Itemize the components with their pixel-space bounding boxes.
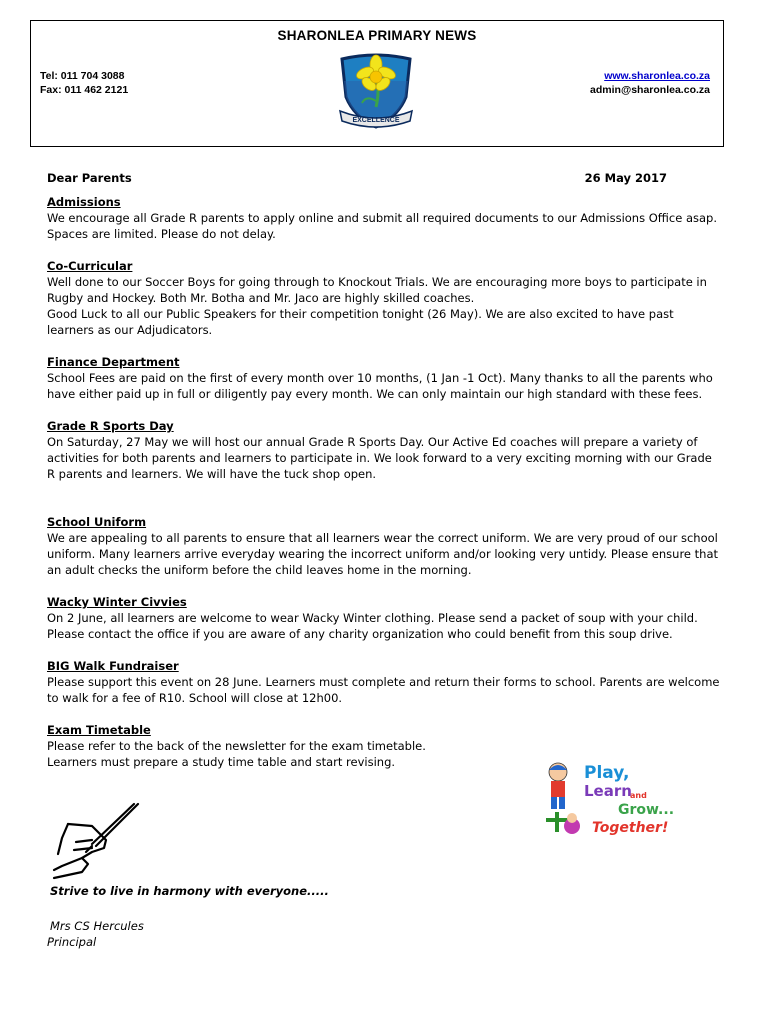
letter-body	[47, 170, 727, 786]
section-admissions	[47, 194, 727, 242]
section-line: R parents and learners. We will have the tuck shop open.	[47, 467, 377, 481]
section-heading: Admissions	[47, 195, 121, 209]
logo-word-learn: Learn	[584, 782, 632, 800]
section-heading: Grade R Sports Day	[47, 419, 174, 433]
section-big-walk	[47, 658, 727, 706]
section-line: Spaces are limited. Please do not delay.	[47, 227, 276, 241]
logo-word-and: and	[630, 791, 647, 800]
section-sports-day	[47, 418, 727, 482]
letter-date: 26 May 2017	[584, 171, 667, 185]
principal-title: Principal	[47, 935, 97, 949]
section-wacky-winter	[47, 594, 727, 642]
newsletter-title: SHARONLEA PRIMARY NEWS	[277, 28, 477, 43]
section-line: Good Luck to all our Public Speakers for their competition tonight (26 May). We are also excited to have past	[47, 307, 674, 321]
tel-number: Tel: 011 704 3088	[40, 70, 125, 82]
section-line: We encourage all Grade R parents to apply online and submit all required documents to our Admissions Office asap.	[47, 211, 717, 225]
section-line: an adult checks the uniform before the child leaves home in the morning.	[47, 563, 472, 577]
section-line: activities for both parents and learners to participate in. We look forward to a very exciting morning with our Grade	[47, 451, 712, 465]
section-line: School Fees are paid on the first of every month over 10 months, (1 Jan -1 Oct). Many thanks to all the parents who	[47, 371, 713, 385]
contact-web-email	[590, 69, 710, 97]
section-line: uniform. Many learners arrive everyday wearing the incorrect uniform and/or looking very untidy. Please ensure that	[47, 547, 718, 561]
section-heading: Wacky Winter Civvies	[47, 595, 187, 609]
logo-word-play: Play,	[584, 763, 630, 783]
section-co-curricular	[47, 258, 727, 338]
section-line: Please refer to the back of the newsletter for the exam timetable.	[47, 739, 426, 753]
section-line: On 2 June, all learners are welcome to wear Wacky Winter clothing. Please send a packet of soup with your child.	[47, 611, 698, 625]
website-link[interactable]: www.sharonlea.co.za	[604, 70, 710, 82]
section-line: Well done to our Soccer Boys for going through to Knockout Trials. We are encouraging more boys to participate in	[47, 275, 707, 289]
logo-word-together: Together!	[592, 820, 669, 836]
section-line: learners as our Adjudicators.	[47, 323, 213, 337]
section-heading: School Uniform	[47, 515, 147, 529]
newsletter-header	[30, 20, 724, 147]
salutation: Dear Parents	[47, 171, 132, 185]
section-heading: Finance Department	[47, 355, 180, 369]
fax-number: Fax: 011 462 2121	[40, 84, 129, 96]
section-heading: Co-Curricular	[47, 259, 133, 273]
salutation-row	[47, 170, 727, 186]
section-line: Learners must prepare a study time table and start revising.	[47, 755, 396, 769]
section-line: We are appealing to all parents to ensure that all learners wear the correct uniform. We are very proud of our school	[47, 531, 718, 545]
play-learn-grow-logo-icon	[542, 760, 690, 842]
section-heading: Exam Timetable	[47, 723, 151, 737]
school-motto: Strive to live in harmony with everyone.....	[50, 884, 329, 898]
hand-writing-pen-icon	[52, 802, 142, 882]
section-line: Please support this event on 28 June. Learners must complete and return their forms to school. Parents are welcome	[47, 675, 720, 689]
crest-motto-text: EXCELLENCE	[352, 117, 400, 124]
email-address: admin@sharonlea.co.za	[590, 84, 710, 96]
signoff-block	[47, 918, 144, 950]
section-line: Rugby and Hockey. Both Mr. Botha and Mr. Jaco are highly skilled coaches.	[47, 291, 475, 305]
section-line: On Saturday, 27 May we will host our annual Grade R Sports Day. Our Active Ed coaches will prepare a variety of	[47, 435, 698, 449]
contact-phone-fax	[40, 69, 128, 97]
section-heading: BIG Walk Fundraiser	[47, 659, 179, 673]
section-line: Please contact the office if you are aware of any charity organization who could benefit from this soup drive.	[47, 627, 673, 641]
section-line: have either paid up in full or diligently pay every month. We can only maintain our high standard with these fees.	[47, 387, 703, 401]
section-finance	[47, 354, 727, 402]
section-uniform	[47, 514, 727, 578]
section-line: to walk for a fee of R10. School will close at 12h00.	[47, 691, 343, 705]
logo-word-grow: Grow...	[618, 802, 675, 818]
principal-name: Mrs CS Hercules	[50, 919, 144, 933]
